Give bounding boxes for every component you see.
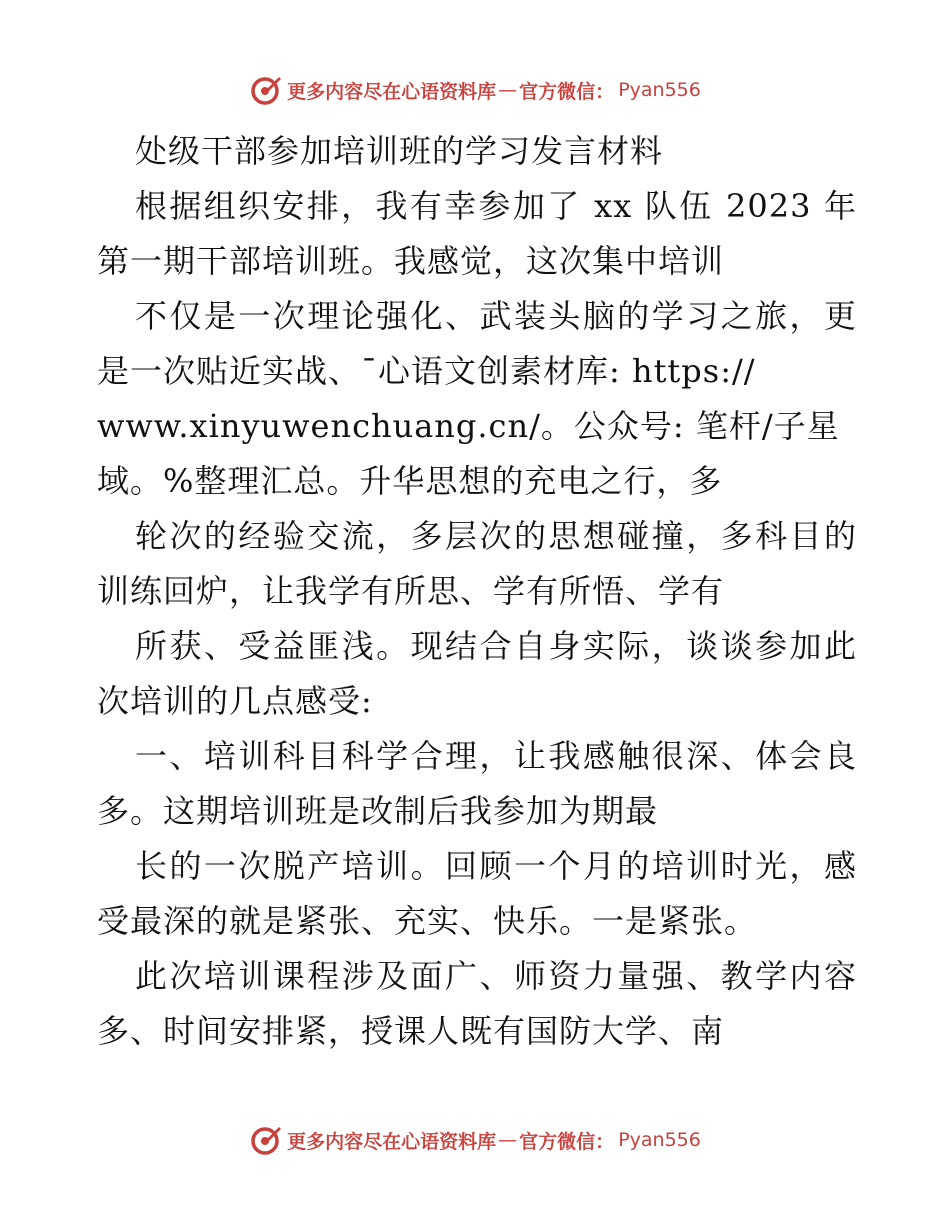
banner-wechat-id: Pyan556 [618, 1129, 701, 1151]
paragraph-line: 一、培训科目科学合理，让我感触很深、体会良 [135, 737, 857, 775]
banner-dash: — [498, 79, 518, 101]
banner-wechat-id: Pyan556 [618, 79, 701, 101]
pen-logo-icon [249, 73, 283, 107]
banner-dash: — [498, 1129, 518, 1151]
banner-wechat-label: 官方微信： [519, 80, 615, 103]
paragraph-line: 训练回炉，让我学有所思、学有所悟、学有 [97, 572, 725, 610]
paragraph-line: 根据组织安排，我有幸参加了 xx 队伍 2023 年 [135, 187, 857, 225]
paragraph-line: 多。这期培训班是改制后我参加为期最 [97, 792, 659, 830]
header-watermark-banner [0, 70, 950, 110]
paragraph-line: 多、时间安排紧，授课人既有国防大学、南 [97, 1012, 725, 1050]
paragraph-line: 所获、受益匪浅。现结合自身实际，谈谈参加此 [135, 627, 857, 665]
banner-wechat-label: 官方微信： [519, 1130, 615, 1153]
paragraph-line: 长的一次脱产培训。回顾一个月的培训时光，感 [135, 847, 857, 885]
footer-watermark-banner [0, 1120, 950, 1160]
paragraph-line: 域。%整理汇总。升华思想的充电之行，多 [97, 462, 723, 500]
paragraph-line: 次培训的几点感受: [97, 682, 373, 720]
paragraph-line: www.xinyuwenchuang.cn/。公众号: 笔杆/子星 [97, 407, 840, 445]
paragraph-line: 受最深的就是紧张、充实、快乐。一是紧张。 [97, 902, 758, 940]
paragraph-line: 此次培训课程涉及面广、师资力量强、教学内容 [135, 957, 857, 995]
banner-site-text: 更多内容尽在心语资料库 [287, 1130, 497, 1153]
paragraph-line: 第一期干部培训班。我感觉，这次集中培训 [97, 242, 725, 280]
paragraph-line: 不仅是一次理论强化、武装头脑的学习之旅，更 [135, 297, 857, 335]
paragraph-line: 轮次的经验交流，多层次的思想碰撞，多科目的 [135, 517, 857, 555]
document-title: 处级干部参加培训班的学习发言材料 [135, 132, 664, 170]
banner-site-text: 更多内容尽在心语资料库 [287, 80, 497, 103]
paragraph-line: 是一次贴近实战、¯心语文创素材库: https:// [97, 352, 756, 390]
pen-logo-icon [249, 1123, 283, 1157]
document-body [97, 124, 857, 1059]
